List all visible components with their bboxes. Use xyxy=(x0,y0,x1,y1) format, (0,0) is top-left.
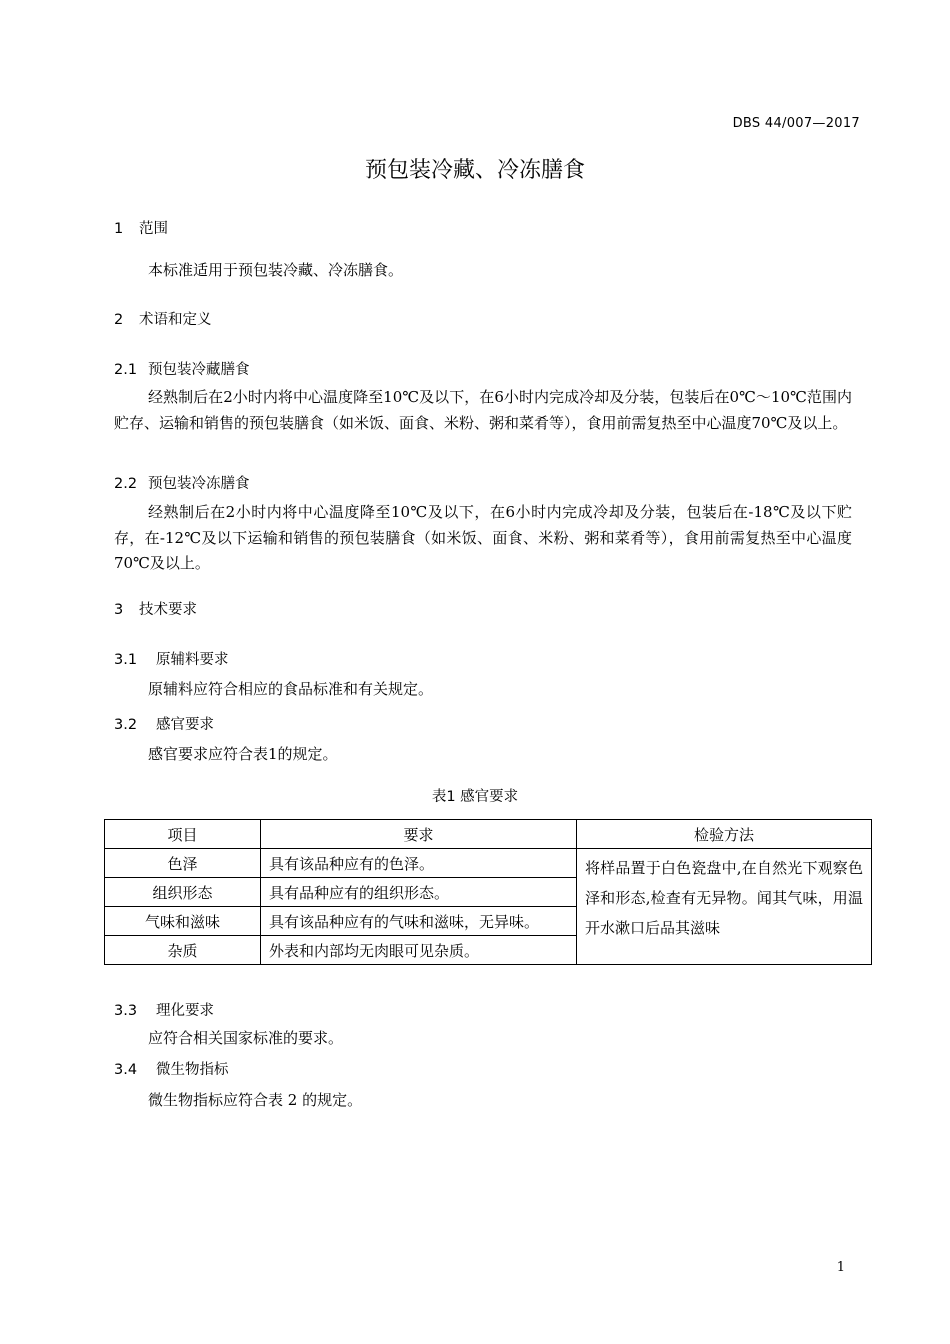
section-number: 3.3 xyxy=(114,1003,138,1019)
table-cell-method: 将样品置于白色瓷盘中,在自然光下观察色泽和形态,检查有无异物。闻其气味，用温开水漱口后品其滋味 xyxy=(577,849,872,965)
section-3-1-body: 原辅料应符合相应的食品标准和有关规定。 xyxy=(148,680,434,698)
section-title: 预包装冷冻膳食 xyxy=(148,476,250,492)
section-3-3-heading xyxy=(114,999,214,1020)
section-2-1-body: 经熟制后在2小时内将中心温度降至10℃及以下，在6小时内完成冷却及分装，包装后在0℃～10℃范围内贮存、运输和销售的预包装膳食（如米饭、面食、米粉、粥和菜肴等），食用前需复热至中心温度70℃及以上。 xyxy=(114,388,852,432)
table-cell-item: 杂质 xyxy=(105,936,261,965)
section-number: 2.1 xyxy=(114,362,138,378)
section-title: 感官要求 xyxy=(156,717,214,733)
section-3-2-heading xyxy=(114,713,214,734)
section-3-3-body: 应符合相关国家标准的要求。 xyxy=(148,1029,344,1047)
table-cell-item: 组织形态 xyxy=(105,878,261,907)
page-title: 预包装冷藏、冷冻膳食 xyxy=(364,158,585,183)
section-title: 微生物指标 xyxy=(156,1062,229,1078)
sensory-requirements-table xyxy=(104,819,872,965)
section-3-4-heading xyxy=(114,1058,229,1079)
section-number: 1 xyxy=(114,221,124,237)
table-header-item: 项目 xyxy=(105,820,261,849)
section-number: 2 xyxy=(114,312,124,328)
table-cell-item: 气味和滋味 xyxy=(105,907,261,936)
table-cell-requirement: 具有该品种应有的气味和滋味，无异味。 xyxy=(261,907,577,936)
table-cell-item: 色泽 xyxy=(105,849,261,878)
table-header-row xyxy=(105,820,872,849)
section-title: 理化要求 xyxy=(156,1003,214,1019)
section-2-2-body: 经熟制后在2小时内将中心温度降至10℃及以下，在6小时内完成冷却及分装，包装后在-18℃及以下贮存，在-12℃及以下运输和销售的预包装膳食（如米饭、面食、米粉、粥和菜肴等），食用前需复热至中心温度70℃及以上。 xyxy=(114,503,852,572)
section-3-1-heading xyxy=(114,648,229,669)
table-header-requirement: 要求 xyxy=(261,820,577,849)
section-title: 技术要求 xyxy=(139,602,197,618)
section-2-1-heading xyxy=(114,358,250,379)
table-1-caption: 表1 感官要求 xyxy=(431,789,519,805)
section-number: 3.4 xyxy=(114,1062,138,1078)
section-title: 原辅料要求 xyxy=(156,652,229,668)
table-cell-requirement: 外表和内部均无肉眼可见杂质。 xyxy=(261,936,577,965)
section-2-2-heading xyxy=(114,472,250,493)
table-header-method: 检验方法 xyxy=(577,820,872,849)
section-title: 范围 xyxy=(139,221,168,237)
table-row xyxy=(105,849,872,878)
section-3-heading xyxy=(114,598,197,619)
section-number: 3.2 xyxy=(114,717,138,733)
section-number: 2.2 xyxy=(114,476,138,492)
section-3-4-body: 微生物指标应符合表 2 的规定。 xyxy=(148,1091,363,1109)
section-1-heading xyxy=(114,217,168,238)
section-1-body: 本标准适用于预包装冷藏、冷冻膳食。 xyxy=(148,261,404,279)
section-number: 3.1 xyxy=(114,652,138,668)
section-2-heading xyxy=(114,308,212,329)
section-3-2-body: 感官要求应符合表1的规定。 xyxy=(148,745,338,763)
table-cell-requirement: 具有该品种应有的色泽。 xyxy=(261,849,577,878)
section-title: 术语和定义 xyxy=(139,312,212,328)
page-number: 1 xyxy=(836,1260,845,1275)
section-number: 3 xyxy=(114,602,124,618)
standard-code: DBS 44/007—2017 xyxy=(732,116,860,131)
table-cell-requirement: 具有品种应有的组织形态。 xyxy=(261,878,577,907)
section-title: 预包装冷藏膳食 xyxy=(148,362,250,378)
